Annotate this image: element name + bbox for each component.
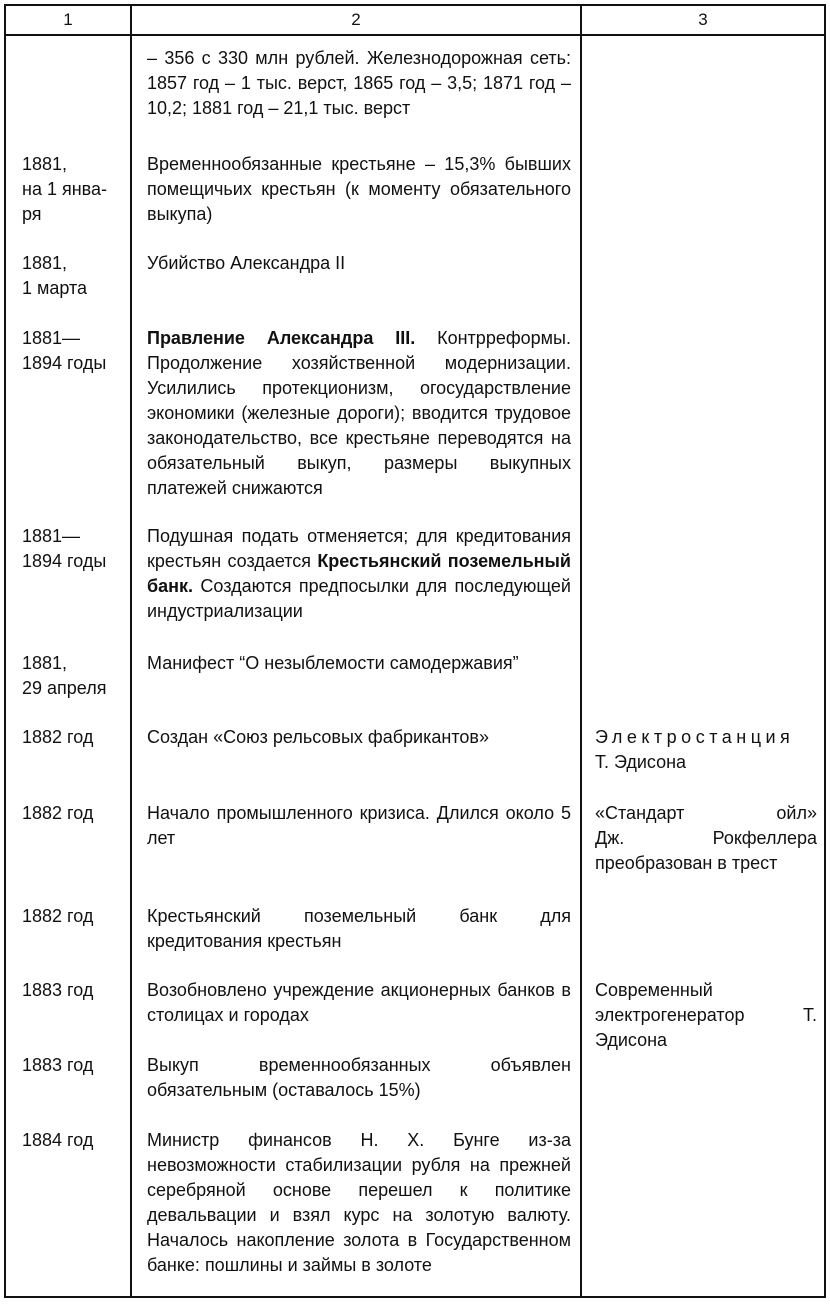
- world-event-word: «Стандарт: [595, 803, 685, 823]
- date-cell: 1881— 1894 годы: [22, 526, 107, 571]
- event-text: [147, 524, 571, 624]
- header-col-2: 2: [351, 10, 361, 29]
- event-body-text: Контрреформы. Продолжение хозяйственной модернизации. Усилились протекционизм, огосударствление экономики (железные дороги); вводится трудовое законодательство, все крестьяне переводятся на обязательный выкуп, размеры выкупных платежей снижаются: [147, 328, 571, 498]
- header-divider: [6, 34, 824, 36]
- world-event-line: Т. Эдисона: [595, 752, 687, 772]
- world-event-text: Современный электрогенератор Т. Эдисона: [595, 980, 817, 1050]
- event-text: Временнообязанные крестьяне – 15,3% бывших помещичьих крестьян (к моменту обязательного выкупа): [147, 154, 571, 224]
- date-cell: 1884 год: [22, 1130, 94, 1150]
- event-body-text: Создаются предпосылки для последующей индустриализации: [147, 576, 571, 621]
- world-event-line: Дж. Рокфеллера преобразован в трест: [595, 828, 817, 873]
- event-text: [147, 326, 571, 501]
- event-bold-text: Правление Александра III.: [147, 328, 416, 348]
- event-text: Манифест “О незыблемости самодержавия”: [147, 653, 519, 673]
- event-text: Министр финансов Н. Х. Бунге из-за невозможности стабилизации рубля на прежней серебряной основе перешел к политике девальвации и взял курс на золотую валюту. Началось накопление золота в Государственном банке: пошлины и займы в золоте: [147, 1130, 571, 1275]
- date-cell: 1881, 1 марта: [22, 253, 88, 298]
- header-col-1: 1: [63, 10, 73, 29]
- date-cell: 1881— 1894 годы: [22, 328, 107, 373]
- date-cell: 1881, 29 апреля: [22, 653, 107, 698]
- event-text: – 356 с 330 млн рублей. Железнодорожная сеть: 1857 год – 1 тыс. верст, 1865 год – 3,5; 1871 год – 10,2; 1881 год – 21,1 тыс. верст: [147, 48, 571, 118]
- date-cell: 1883 год: [22, 1055, 94, 1075]
- event-pre-text: Подушная подать отменяется; для кредитования крестьян создается: [147, 526, 571, 571]
- chronology-table: [4, 4, 826, 1298]
- world-event-word: ойл»: [776, 803, 817, 823]
- header-col-3: 3: [698, 10, 708, 29]
- world-event-text: [595, 801, 817, 876]
- world-event-line: [595, 801, 817, 826]
- event-text: Начало промышленного кризиса. Длился около 5 лет: [147, 803, 571, 848]
- world-event-line: Электростанция: [595, 727, 795, 747]
- event-text: Создан «Союз рельсовых фабрикантов»: [147, 727, 489, 747]
- event-text: Убийство Александра II: [147, 253, 346, 273]
- event-text: Крестьянский поземельный банк для кредитования крестьян: [147, 906, 571, 951]
- event-text: Выкуп временнообязанных объявлен обязательным (оставалось 15%): [147, 1055, 571, 1100]
- column-divider: [580, 6, 582, 1296]
- date-cell: 1882 год: [22, 727, 94, 747]
- event-text: Возобновлено учреждение акционерных банков в столицах и городах: [147, 980, 571, 1025]
- date-cell: 1883 год: [22, 980, 94, 1000]
- date-cell: 1882 год: [22, 803, 94, 823]
- date-cell: 1881, на 1 янва- ря: [22, 154, 108, 224]
- date-cell: 1882 год: [22, 906, 94, 926]
- world-event-text: [595, 725, 817, 775]
- event-bold-text: Крестьянский поземельный банк.: [147, 551, 571, 596]
